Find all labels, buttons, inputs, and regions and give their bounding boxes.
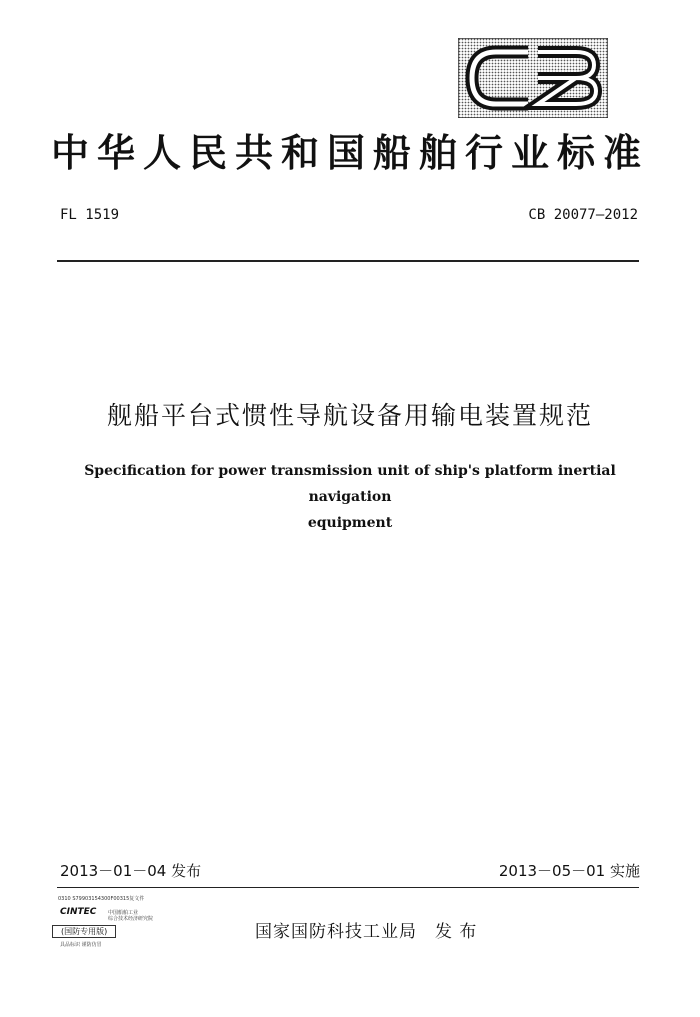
- stamp-box: (国防专用版): [52, 925, 116, 938]
- issuing-organization-title: 中华人民共和国船舶行业标准: [50, 131, 649, 175]
- publisher: 国家国防科技工业局 发 布: [255, 922, 478, 942]
- stamp-org-1: 中国船舶工业: [108, 910, 139, 916]
- document-title-chinese: 舰船平台式惯性导航设备用输电装置规范: [106, 401, 593, 430]
- header-divider: [57, 260, 639, 262]
- cb-logo-icon: [458, 38, 608, 118]
- english-title-line-2: equipment: [307, 515, 393, 531]
- stamp-brand: CINTEC: [60, 907, 97, 917]
- classification-code: FL 1519: [60, 207, 120, 223]
- standard-number: CB 20077—2012: [528, 207, 638, 223]
- english-title-line-1: Specification for power transmission unit of ship's platform inertial navigation: [84, 463, 616, 505]
- stamp-bottom: 具品标识 谨防仿冒: [60, 942, 102, 948]
- document-title-english: [50, 458, 650, 536]
- stamp-org-2: 综合技术经济研究院: [108, 916, 154, 922]
- footer-divider: [57, 887, 639, 888]
- implementation-date: 2013－05－01 实施: [498, 862, 640, 880]
- issue-date: 2013－01－04 发布: [60, 862, 202, 880]
- anti-counterfeit-stamp: [38, 895, 168, 955]
- stamp-serial: 0310 S79903154300F00315复文件: [58, 896, 145, 902]
